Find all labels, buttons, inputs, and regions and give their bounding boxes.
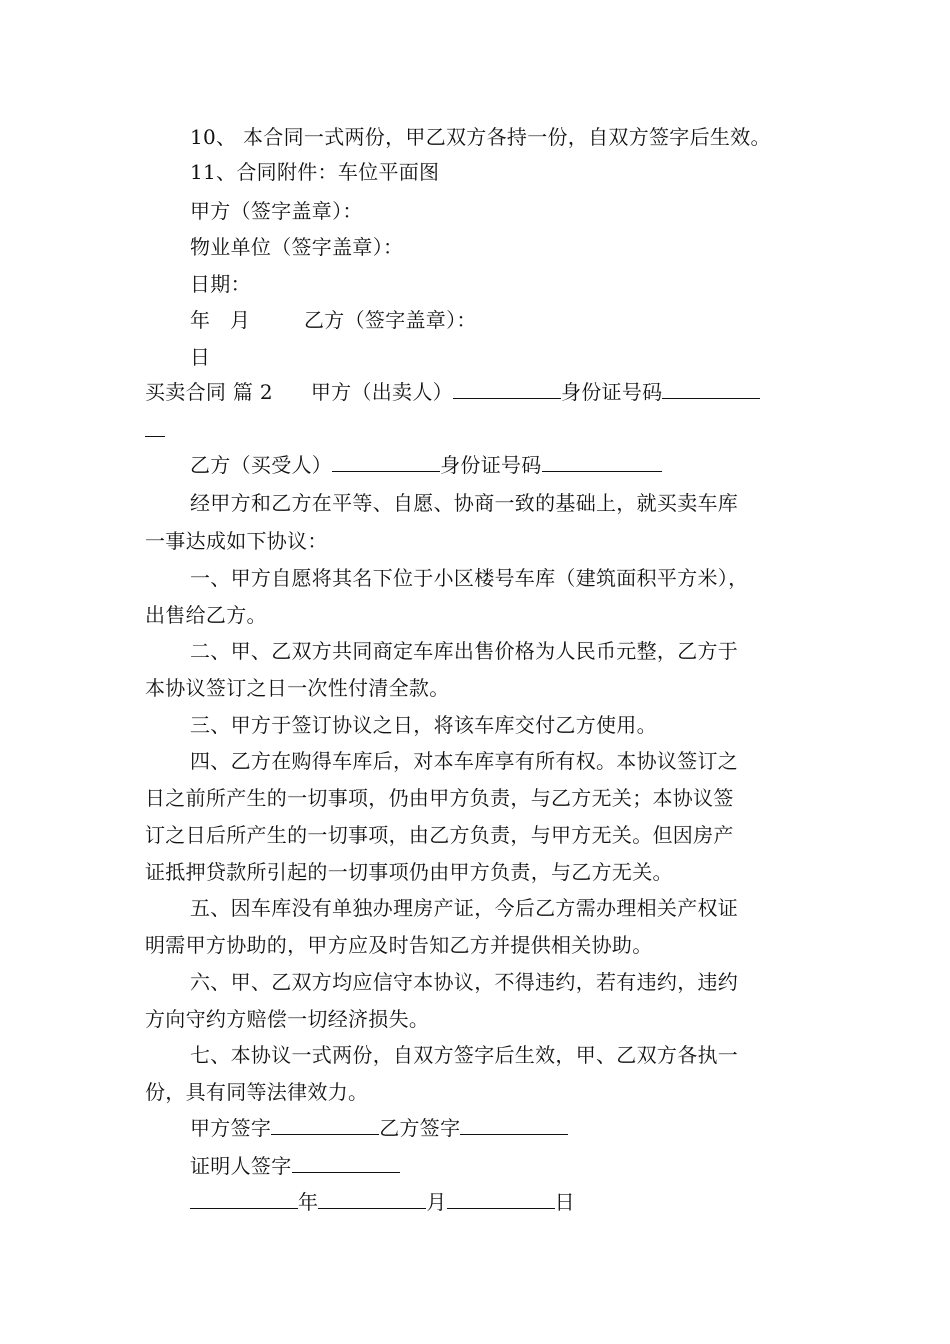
paragraph-line: 出售给乙方。	[145, 603, 267, 627]
paragraph-line: 三、甲方于签订协议之日，将该车库交付乙方使用。	[190, 713, 657, 737]
paragraph-line: 方向守约方赔偿一切经济损失。	[145, 1007, 430, 1031]
year-blank	[190, 1188, 298, 1209]
month-blank	[318, 1188, 426, 1209]
party-b-signature-label: 乙方（签字盖章）：	[304, 308, 477, 332]
witness-sign-blank	[292, 1152, 400, 1173]
seller-name-blank	[453, 378, 561, 399]
witness-sign-label: 证明人签字	[190, 1154, 292, 1178]
party-b-sign-blank	[460, 1114, 568, 1135]
paragraph-line: 七、本协议一式两份，自双方签字后生效，甲、乙双方各执一	[190, 1043, 739, 1067]
clause-11: 11、合同附件：车位平面图	[190, 160, 440, 184]
buyer-line	[190, 451, 662, 479]
seller-id-blank	[662, 378, 760, 399]
seller-label: 甲方（出卖人）	[310, 380, 453, 404]
party-b-sign-label: 乙方签字	[379, 1116, 461, 1140]
month-label: 月	[230, 308, 251, 332]
paragraph-line: 明需甲方协助的，甲方应及时告知乙方并提供相关协助。	[145, 933, 653, 957]
buyer-id-blank	[542, 451, 662, 472]
paragraph-line: 六、甲、乙双方均应信守本协议，不得违约，若有违约，违约	[190, 970, 739, 994]
month-text: 月	[426, 1190, 447, 1214]
party-a-sign-blank	[271, 1114, 379, 1135]
paragraph-line: 订之日后所产生的一切事项，由乙方负责，与甲方无关。但因房产	[145, 823, 734, 847]
paragraph-line: 一事达成如下协议：	[145, 529, 328, 553]
section-title: 买卖合同 篇 2	[145, 380, 273, 404]
date-label: 日期：	[190, 272, 251, 296]
buyer-name-blank	[332, 451, 440, 472]
buyer-label: 乙方（买受人）	[190, 453, 333, 477]
buyer-id-label: 身份证号码	[440, 453, 542, 477]
witness-line	[190, 1152, 400, 1180]
year-text: 年	[298, 1190, 319, 1214]
property-unit-signature-label: 物业单位（签字盖章）：	[190, 235, 404, 259]
paragraph-line: 一、甲方自愿将其名下位于小区楼号车库（建筑面积平方米），	[190, 566, 749, 590]
section-title-line	[145, 378, 760, 406]
day-blank	[447, 1188, 555, 1209]
party-a-sign-label: 甲方签字	[190, 1116, 272, 1140]
paragraph-line: 五、因车库没有单独办理房产证，今后乙方需办理相关产权证	[190, 896, 739, 920]
paragraph-line: 份，具有同等法律效力。	[145, 1080, 369, 1104]
date-line	[190, 1188, 575, 1216]
clause-10: 10、 本合同一式两份，甲乙双方各持一份，自双方签字后生效。	[190, 125, 771, 149]
day-label: 日	[190, 345, 211, 369]
signature-line	[190, 1114, 568, 1142]
paragraph-line: 二、甲、乙双方共同商定车库出售价格为人民币元整，乙方于	[190, 639, 739, 663]
paragraph-line: 经甲方和乙方在平等、自愿、协商一致的基础上，就买卖车库	[190, 491, 739, 515]
seller-id-blank-continued	[145, 416, 165, 444]
paragraph-line: 证抵押贷款所引起的一切事项仍由甲方负责，与乙方无关。	[145, 860, 673, 884]
paragraph-line: 本协议签订之日一次性付清全款。	[145, 676, 450, 700]
party-a-signature-label: 甲方（签字盖章）：	[190, 199, 363, 223]
paragraph-line: 日之前所产生的一切事项，仍由甲方负责，与乙方无关；本协议签	[145, 786, 734, 810]
paragraph-line: 四、乙方在购得车库后，对本车库享有所有权。本协议签订之	[190, 749, 739, 773]
day-text: 日	[554, 1190, 575, 1214]
year-label: 年	[190, 308, 211, 332]
seller-id-label: 身份证号码	[560, 380, 663, 404]
